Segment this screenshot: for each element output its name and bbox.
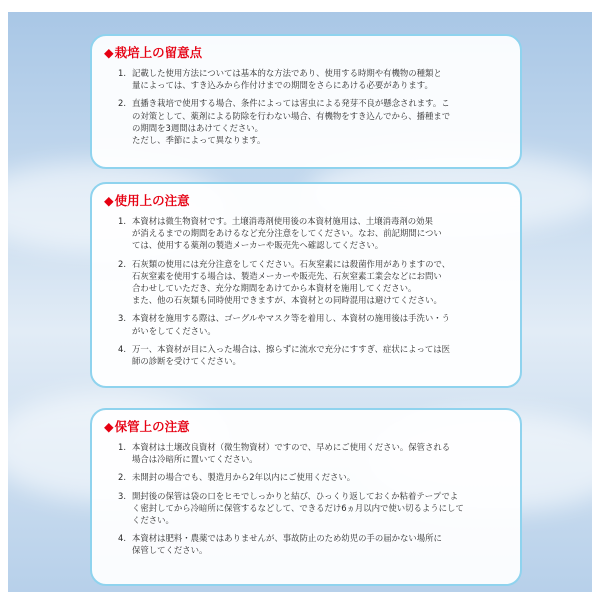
diamond-bullet-icon: ◆ (104, 193, 114, 208)
item-line: 場合は冷暗所に置いてください。 (132, 454, 258, 465)
item-line: 師の診断を受けてください。 (132, 356, 241, 367)
item-number: 1. (118, 216, 126, 226)
item-number: 3. (118, 313, 126, 324)
note-list (104, 441, 506, 557)
section-storage-precautions (90, 408, 522, 586)
item-line: 未開封の場合でも、製造月から2年以内にご使用ください。 (132, 472, 356, 483)
note-list (104, 215, 506, 367)
item-line: 直播き栽培で使用する場合、条件によっては害虫による発芽不良が懸念されます。こ (132, 98, 450, 109)
item-line: 開封後の保管は袋の口をヒモでしっかりと結び、ひっくり返しておくか粘着テープでよ (132, 490, 459, 501)
item-line: 石灰類の使用には充分注意をしてください。石灰窒素には殺菌作用がありますので、 (132, 258, 451, 269)
item-line: 万一、本資材が目に入った場合は、擦らずに流水で充分にすすぎ、症状によっては医 (132, 343, 450, 354)
section-usage-precautions (90, 182, 522, 388)
list-item (104, 441, 506, 465)
list-item (104, 258, 506, 307)
item-number: 1. (118, 68, 126, 78)
list-item (104, 471, 506, 483)
item-text (132, 312, 506, 336)
item-number: 2. (118, 472, 126, 483)
item-line: が消えるまでの期間をあけるなど充分注意をしてください。なお、前記期間につい (132, 228, 442, 239)
item-line: 本資材は微生物資材です。土壌消毒剤使用後の本資材施用は、土壌消毒剤の効果 (132, 216, 433, 226)
item-line: の対策として、薬剤による防除を行わない場合、有機物をすき込んでから、播種まで (132, 110, 451, 121)
item-line: また、他の石灰類も同時使用できますが、本資材との同時混用は避けてください。 (132, 295, 442, 306)
note-list (104, 67, 506, 146)
item-number: 2. (118, 98, 126, 109)
list-item (104, 343, 506, 367)
item-text (132, 215, 506, 252)
section-title: ◆栽培上の留意点 (104, 45, 203, 60)
item-text (132, 532, 506, 556)
item-text (132, 343, 506, 367)
section-cultivation-notes (90, 34, 522, 169)
item-line: 量によっては、すき込みから作付けまでの期間をさらにあける必要があります。 (132, 80, 433, 91)
item-line: ただし、季節によって異なります。 (132, 135, 266, 146)
item-text (132, 258, 506, 307)
list-item (104, 312, 506, 336)
item-text (132, 490, 506, 527)
list-item (104, 490, 506, 527)
item-line: 本資材は土壌改良資材（微生物資材）ですので、早めにご使用ください。保管される (132, 442, 451, 452)
diamond-bullet-icon: ◆ (104, 45, 114, 60)
diamond-bullet-icon: ◆ (104, 419, 114, 434)
list-item (104, 215, 506, 252)
item-line: 本資材を施用する際は、ゴーグルやマスク等を着用し、本資材の施用後は手洗い・う (132, 313, 450, 324)
item-line: がいをしてください。 (132, 325, 216, 336)
item-text (132, 471, 506, 483)
list-item (104, 532, 506, 556)
item-line: の期間を3週間はあけてください。 (132, 122, 263, 133)
item-number: 2. (118, 258, 126, 269)
list-item (104, 97, 506, 146)
item-line: 石灰窒素を使用する場合は、製造メーカーや販売先、石灰窒素工業会などにお問い (132, 270, 442, 281)
item-number: 3. (118, 490, 126, 501)
item-number: 4. (118, 343, 126, 354)
item-line: ください。 (132, 515, 174, 526)
item-line: 記載した使用方法については基本的な方法であり、使用する時期や有機物の種類と (132, 68, 442, 78)
section-title: ◆保管上の注意 (104, 419, 190, 434)
item-line: 合わせしていただき、充分な期間をあけてから本資材を施用してください。 (132, 283, 417, 294)
item-text (132, 441, 506, 465)
item-line: ては、使用する薬剤の製造メーカーや販売先へ確認してください。 (132, 240, 384, 251)
item-text (132, 97, 506, 146)
item-number: 1. (118, 442, 126, 452)
item-line: 本資材は肥料・農薬ではありませんが、事故防止のため幼児の手の届かない場所に (132, 533, 442, 544)
item-line: 保管してください。 (132, 545, 208, 556)
item-text (132, 67, 506, 91)
section-title: ◆使用上の注意 (104, 193, 190, 208)
item-line: く密封してから冷暗所に保管するなどして、できるだけ6ヵ月以内で使い切るようにして (132, 502, 464, 513)
item-number: 4. (118, 533, 126, 544)
list-item (104, 67, 506, 91)
